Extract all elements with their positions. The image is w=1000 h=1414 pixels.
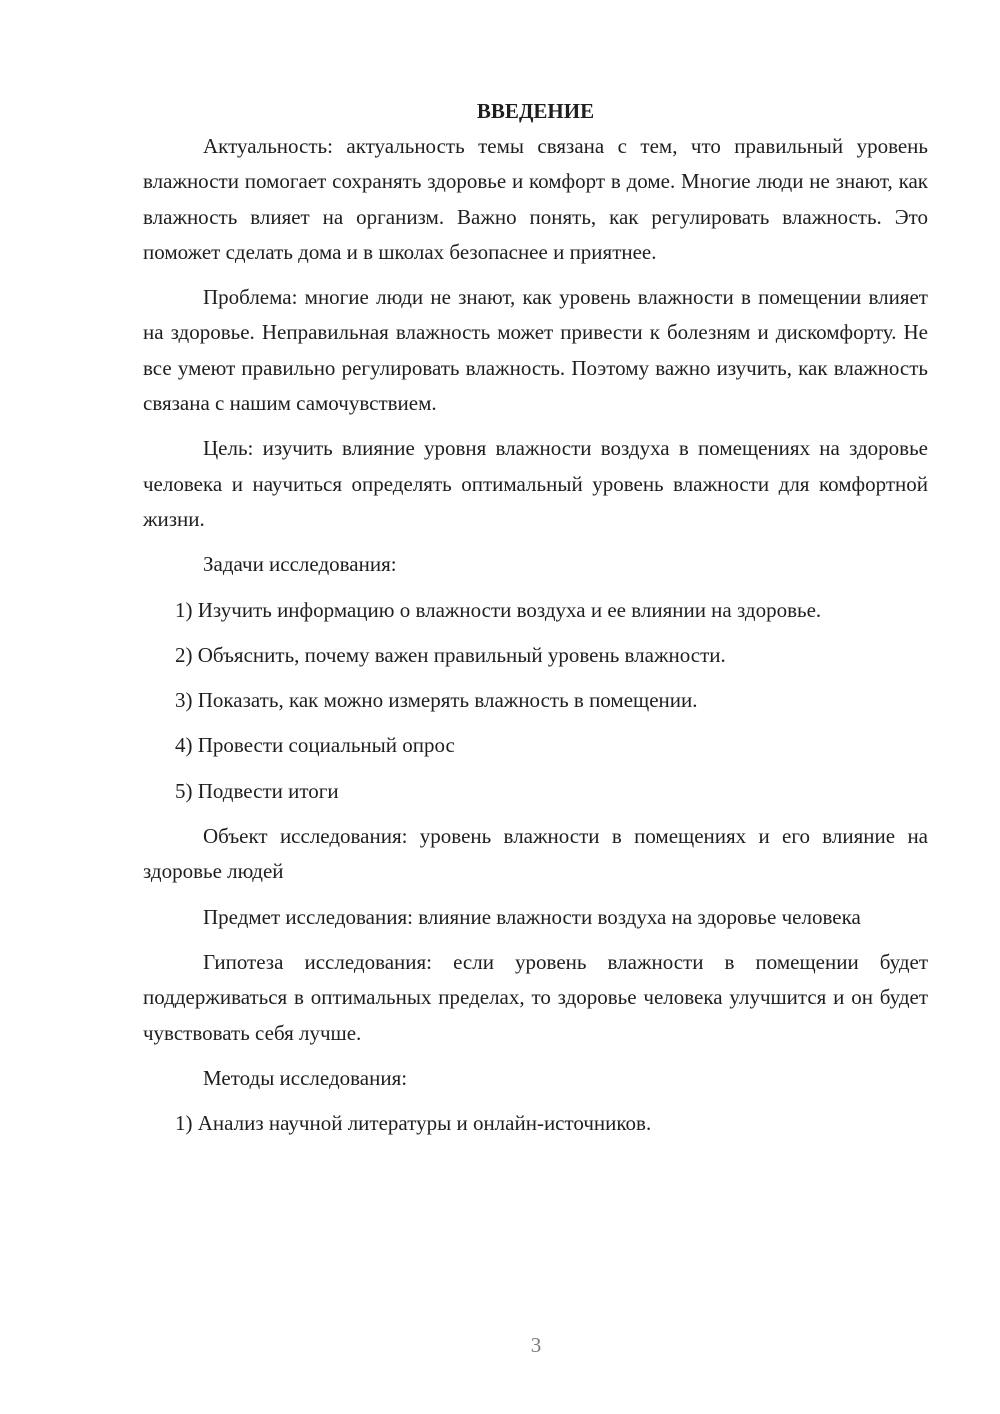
section-title: ВВЕДЕНИЕ — [476, 99, 595, 123]
object-paragraph: Объект исследования: уровень влажности в помещениях и его влияние на здоровье людей — [143, 824, 928, 884]
task-item-2: 2) Объяснить, почему важен правильный уровень влажности. — [175, 642, 726, 667]
task-item-4: 4) Провести социальный опрос — [175, 733, 455, 758]
relevance-paragraph: Актуальность: актуальность темы связана с тем, что правильный уровень влажности помогает сохранять здоровье и комфорт в доме. Многие люди не знают, как влажность влияет на организм. Важно понять, как регулировать влажность. Это поможет сделать дома и в школах безопаснее и приятнее. — [143, 134, 928, 264]
page-number: 3 — [530, 1333, 542, 1357]
task-item-1: 1) Изучить информацию о влажности воздуха и ее влиянии на здоровье. — [175, 597, 822, 622]
page-content — [143, 94, 928, 1151]
task-item-3: 3) Показать, как можно измерять влажность в помещении. — [175, 688, 698, 713]
methods-label: Методы исследования: — [203, 1065, 408, 1090]
problem-paragraph: Проблема: многие люди не знают, как уровень влажности в помещении влияет на здоровье. Неправильная влажность может привести к болезням и дискомфорту. Не все умеют правильно регулировать влажность. Поэтому важно изучить, как влажность связана с нашим самочувствием. — [143, 285, 928, 416]
task-item-5: 5) Подвести итоги — [175, 778, 339, 803]
hypothesis-paragraph: Гипотеза исследования: если уровень влажности в помещении будет поддерживаться в оптимальных пределах, то здоровье человека улучшится и он будет чувствовать себя лучше. — [143, 949, 928, 1045]
subject-paragraph: Предмет исследования: влияние влажности воздуха на здоровье человека — [203, 904, 861, 929]
goal-paragraph: Цель: изучить влияние уровня влажности воздуха в помещениях на здоровье человека и научиться определять оптимальный уровень влажности для комфортной жизни. — [143, 436, 928, 531]
tasks-label: Задачи исследования: — [203, 552, 397, 577]
method-item-1: 1) Анализ научной литературы и онлайн-источников. — [175, 1111, 652, 1136]
